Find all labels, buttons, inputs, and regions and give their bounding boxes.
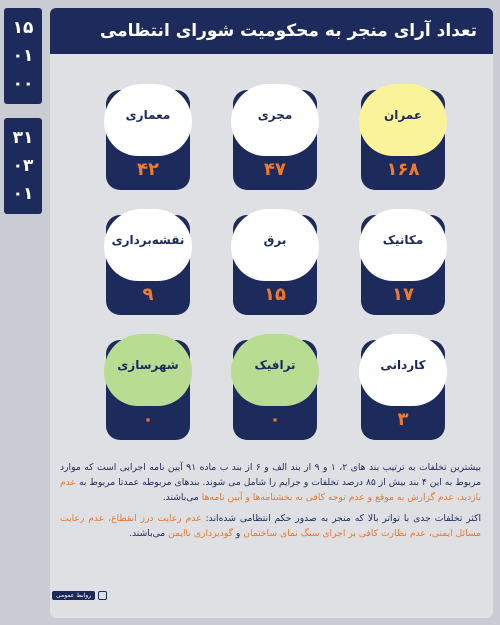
card-value: ۱۶۸ (386, 159, 420, 180)
infographic-panel (50, 8, 493, 618)
card-cap (104, 84, 192, 156)
card-mechanic (361, 215, 445, 315)
card-naghshebardari (106, 215, 190, 315)
date-line: ۱۵ (12, 18, 34, 38)
card-shahrsazi (106, 340, 190, 440)
cards-grid (106, 90, 466, 430)
page-title: تعداد آرای منجر به محکومیت شورای انتظامی (99, 21, 477, 41)
card-label: عمران (383, 108, 423, 122)
paragraph-text: می‌باشند. (129, 528, 169, 539)
card-kardani (361, 340, 445, 440)
card-value: ۱۷ (392, 284, 414, 305)
card-value: ۰ (269, 409, 281, 430)
date-box-2 (4, 118, 42, 214)
card-value: ۹ (142, 284, 154, 305)
title-bar (50, 8, 493, 54)
paragraph-text: می‌باشند. (162, 492, 202, 503)
card-memari (106, 90, 190, 190)
highlight-text: عدم بازدید، عدم گزارش به موقع و عدم توجه کافی به بخشنامه‌ها و آیین نامه‌ها (60, 477, 481, 503)
card-cap (231, 84, 319, 156)
date-strip (4, 8, 42, 214)
card-cap (359, 209, 447, 281)
logo-text: روابط عمومی (52, 591, 95, 600)
paragraph-1 (60, 460, 481, 505)
card-cap (359, 84, 447, 156)
paragraph-text: اکثر تخلفات جدی با تواتر بالا که منجر به صدور حکم انتظامی شده‌اند: (201, 513, 481, 524)
paragraph-text: بیشترین تخلفات به ترتیب بند های ۲، ۱ و ۹ از بند الف و ۶ از بند ب ماده ۹۱ آیین نامه اجرایی است که موارد مربوط به این ۴ بند بیش از ۸۵ درصد تخلفات و جرایم را شامل می شوند. بندهای مربوطه عمدتا مربوط به (60, 462, 482, 488)
date-line: ۰۱ (12, 46, 34, 66)
card-value: ۴۲ (137, 159, 159, 180)
card-value: ۳ (397, 409, 409, 430)
date-line: ۰۰ (12, 74, 34, 94)
card-label: ترافیک (254, 358, 296, 372)
paragraph-text: و (232, 528, 244, 539)
logo-mark-icon (98, 591, 107, 600)
card-mojri (233, 90, 317, 190)
card-cap (104, 334, 192, 406)
card-label: مکانیک (382, 233, 424, 247)
date-line: ۰۳ (12, 156, 34, 176)
card-value: ۰ (142, 409, 154, 430)
highlight-text: گودبرداری ناایمن (168, 528, 233, 539)
card-label: نقشه‌برداری (111, 233, 185, 247)
card-omran (361, 90, 445, 190)
card-value: ۱۵ (264, 284, 286, 305)
card-bargh (233, 215, 317, 315)
card-cap (104, 209, 192, 281)
highlight-text: عدم رعایت درز انقطاع، عدم رعایت مسائل ایمنی، عدم نظارت کافی بر اجرای سنگ نمای ساختمان (60, 513, 481, 539)
description-text (60, 460, 481, 547)
card-label: کاردانی (380, 358, 426, 372)
card-cap (231, 334, 319, 406)
publisher-logo (52, 591, 107, 600)
card-label: معماری (125, 108, 171, 122)
card-cap (231, 209, 319, 281)
card-label: مجری (257, 108, 293, 122)
card-label: شهرسازی (117, 358, 179, 372)
card-terafik (233, 340, 317, 440)
card-cap (359, 334, 447, 406)
date-box-1 (4, 8, 42, 104)
card-value: ۴۷ (264, 159, 286, 180)
date-line: ۳۱ (12, 128, 34, 148)
date-line: ۰۱ (12, 184, 34, 204)
paragraph-2 (60, 511, 481, 541)
card-label: برق (263, 233, 287, 247)
